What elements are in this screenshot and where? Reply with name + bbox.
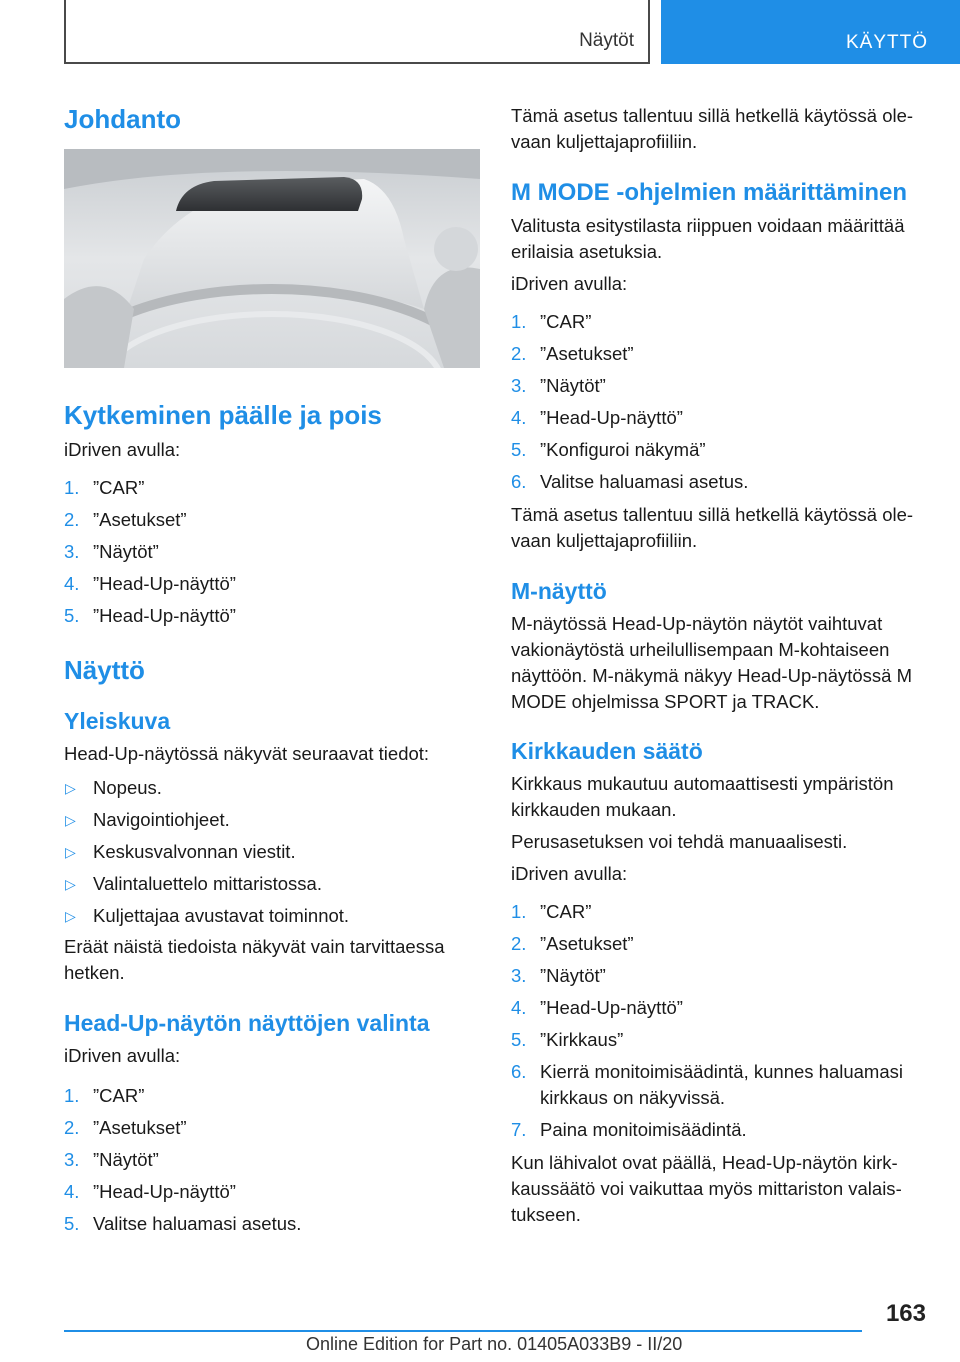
list-item: 3. ”Näytöt” — [64, 1149, 159, 1170]
select-heading: Head-Up-näytön näyttöjen valinta — [64, 1010, 430, 1036]
list-item: 6. Valitse haluamasi asetus. — [511, 471, 749, 492]
list-item: 2. ”Asetukset” — [64, 509, 187, 530]
brightness-heading: Kirkkauden säätö — [511, 738, 703, 764]
list-item: 3. ”Näytöt” — [511, 965, 606, 986]
edition-text: Online Edition for Part no. 01405A033B9 - II/20 — [306, 1334, 683, 1354]
list-item: 2. ”Asetukset” — [64, 1117, 187, 1138]
select-lead: iDriven avulla: — [64, 1045, 181, 1066]
list-item: ▷ Keskusvalvonnan viestit. — [65, 841, 296, 862]
brightness-manual: Perusasetuksen voi tehdä manuaalisesti. — [511, 831, 848, 852]
header-chapter-title: KÄYTTÖ — [845, 32, 928, 53]
brightness-lead: iDriven avulla: — [511, 863, 628, 884]
intro-heading: Johdanto — [64, 104, 181, 134]
list-item: ▷ Navigointiohjeet. — [65, 809, 230, 830]
mmode-lead-idrive: iDriven avulla: — [511, 273, 628, 294]
head-up-display-photo — [64, 149, 480, 368]
list-item: 3. ”Näytöt” — [511, 375, 606, 396]
brightness-note: Kun lähivalot ovat päällä, Head-Up-näytön kirkkaussäätö voi vaikuttaa myös mittariston valaistukseen. — [511, 1152, 902, 1225]
mmode-lead: Valitusta esitystilasta riippuen voidaan määrittää erilaisia asetuksia. — [511, 215, 905, 262]
brightness-text: Kirkkaus mukautuu automaattisesti ympäristön kirkkauden mukaan. — [511, 773, 894, 820]
header-section-tab — [64, 0, 650, 64]
list-item: 5. ”Konfiguroi näkymä” — [511, 439, 706, 460]
list-item: 1. ”CAR” — [64, 1085, 145, 1106]
list-item: 5. ”Head-Up-näyttö” — [64, 605, 236, 626]
list-item: 4. ”Head-Up-näyttö” — [511, 407, 683, 428]
list-item: 5. Valitse haluamasi asetus. — [64, 1213, 302, 1234]
select-steps — [64, 1083, 480, 1243]
overview-note: Eräät näistä tiedoista näkyvät vain tarvittaessa hetken. — [64, 936, 445, 983]
onoff-steps — [64, 475, 480, 635]
display-heading: Näyttö — [64, 655, 145, 685]
list-item: ▷ Kuljettajaa avustavat toiminnot. — [65, 905, 350, 926]
list-item: 1. ”CAR” — [511, 901, 592, 922]
overview-heading: Yleiskuva — [64, 708, 171, 734]
overview-bullets — [64, 775, 480, 935]
header-chapter-tab — [661, 0, 960, 64]
list-item: 1. ”CAR” — [64, 477, 145, 498]
list-item: 3. ”Näytöt” — [64, 541, 159, 562]
list-item: 7. Paina monitoimisäädintä. — [511, 1119, 747, 1140]
list-item: 5. ”Kirkkaus” — [511, 1029, 624, 1050]
list-item: 4. ”Head-Up-näyttö” — [64, 573, 236, 594]
list-item: ▷ Nopeus. — [65, 777, 162, 798]
list-item: ▷ Valintaluettelo mittaristossa. — [65, 873, 322, 894]
footer-divider — [64, 1330, 862, 1332]
list-item: 2. ”Asetukset” — [511, 343, 634, 364]
onoff-heading: Kytkeminen päälle ja pois — [64, 400, 382, 430]
mmode-heading: M MODE -ohjelmien määrittäminen — [511, 179, 908, 206]
mmode-steps — [511, 309, 926, 501]
brightness-steps — [511, 899, 926, 1149]
mmode-note: Tämä asetus tallentuu sillä hetkellä käytössä olevaan kuljettajaprofiiliin. — [511, 504, 914, 551]
list-item: 4. ”Head-Up-näyttö” — [64, 1181, 236, 1202]
list-item: 2. ”Asetukset” — [511, 933, 634, 954]
onoff-lead: iDriven avulla: — [64, 439, 181, 460]
list-item: 1. ”CAR” — [511, 311, 592, 332]
header-section-title: Näytöt — [579, 30, 634, 51]
mdisplay-text: M-näytössä Head-Up-näytön näytöt vaihtuvat vakionäytöstä urheilullisempaan M-kohtaiseen näyttöön. M-näkymä näkyy Head-Up-näytössä M MODE ohjelmissa SPORT ja TRACK. — [511, 613, 913, 712]
list-item: 4. ”Head-Up-näyttö” — [511, 997, 683, 1018]
mdisplay-heading: M-näyttö — [511, 578, 607, 604]
overview-lead: Head-Up-näytössä näkyvät seuraavat tiedot: — [64, 743, 430, 764]
list-item: 6. Kierrä monitoimisäädintä, kunnes haluamasi kirkkaus on näkyvissä. — [511, 1061, 903, 1108]
page-number: 163 — [885, 1300, 926, 1327]
top-note: Tämä asetus tallentuu sillä hetkellä käytössä olevaan kuljettajaprofiiliin. — [511, 105, 914, 152]
